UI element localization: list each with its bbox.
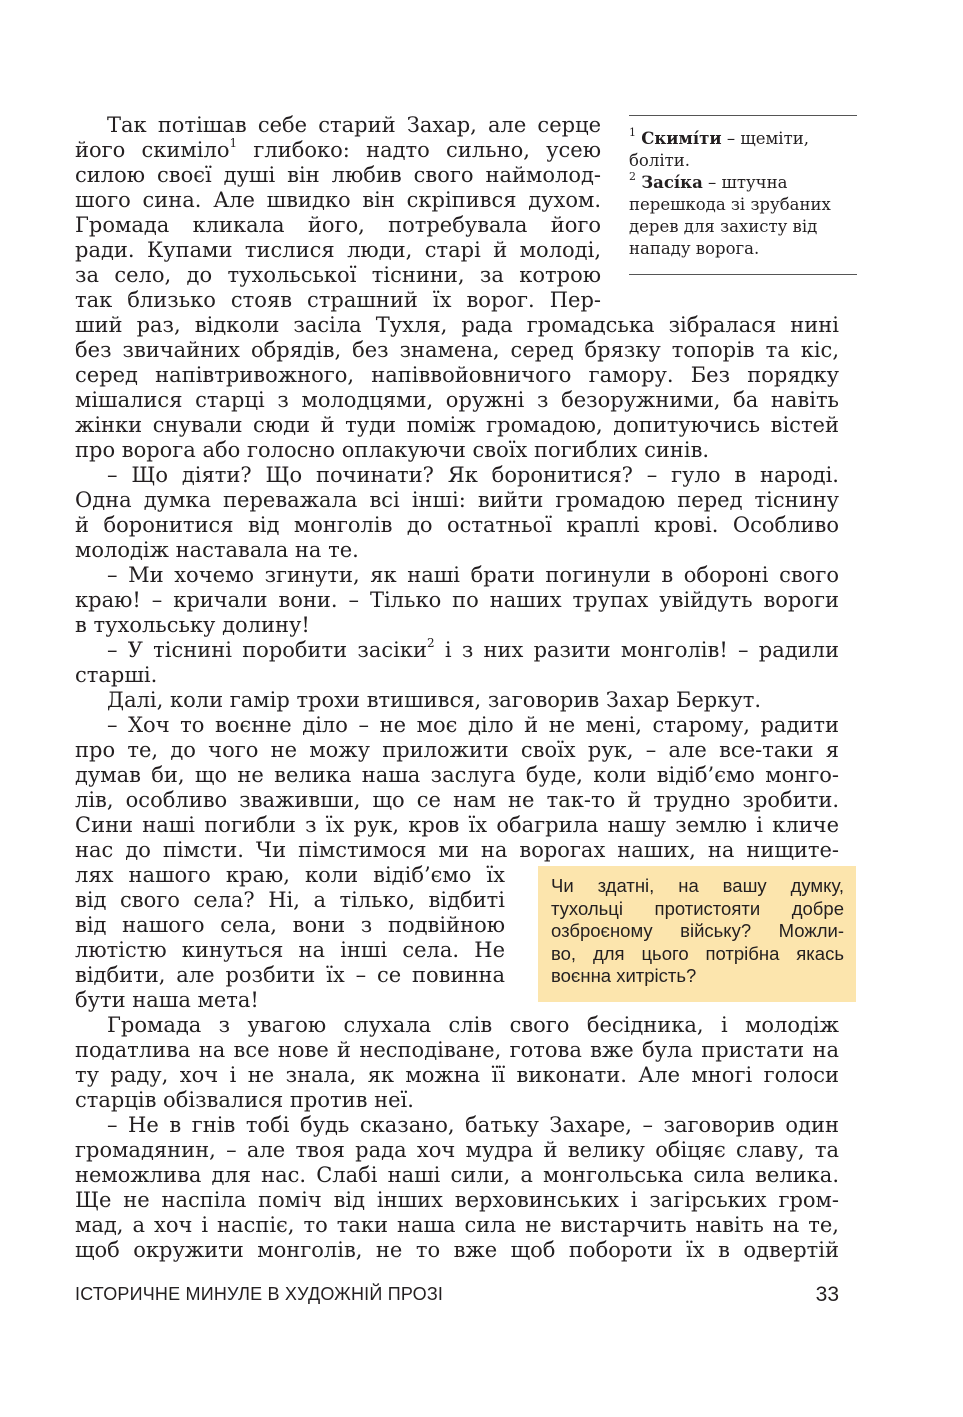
- text-line: від свого села? Ні, а тілько, відбиті: [75, 888, 505, 912]
- text-line: мад, а хоч і наспіє, то таки наша сила не вистарчить навіть на те,: [75, 1213, 839, 1237]
- text-line: в тухольську долину!: [75, 613, 310, 637]
- text-line: – Хоч то воєнне діло – не моє діло й не мені, старому, радити: [107, 713, 839, 737]
- footnote-number: 2: [629, 170, 636, 183]
- question-box: [538, 866, 856, 1002]
- question-line: воєнна хитрість?: [551, 965, 697, 986]
- text-line: лів, особливо зваживши, що се нам не так-то й трудно зробити.: [75, 788, 839, 812]
- text-line: серед напівтривожного, напіввойовничого гамору. Без порядку: [75, 363, 839, 387]
- text-line: силою своєї душі він любив свого наймолод-: [75, 163, 601, 187]
- question-line: тухольці протистояти добре: [551, 897, 844, 919]
- text-line: так близько стояв страшний їх ворог. Пер-: [75, 288, 601, 312]
- text-line: Далі, коли гамір трохи втишився, заговорив Захар Беркут.: [107, 688, 762, 712]
- text-line: Одна думка переважала всі інші: вийти громадою перед тіснину: [75, 488, 839, 512]
- question-line: во, для цього потрібна якась: [551, 942, 844, 964]
- text-line: Так потішав себе старий Захар, але серце: [107, 113, 601, 137]
- footnotes-box: [629, 115, 857, 275]
- footnote-number: 1: [629, 126, 636, 139]
- text-line: неможлива для нас. Слабі наші сили, а монгольська сила велика.: [75, 1163, 839, 1187]
- text-line: про те, до чого не можу приложити своїх рук, – але все-таки я: [75, 738, 839, 762]
- footnote-line: перешкода зі зрубаних: [629, 195, 831, 214]
- text-line: ради. Купами тислися люди, старі й молоді,: [75, 238, 601, 262]
- text-line: бути наша мета!: [75, 988, 259, 1012]
- text-line: думав би, що не велика наша заслуга буде, коли відіб’ємо монго-: [75, 763, 839, 787]
- text-line: щоб окружити монголів, не то вже щоб побороти їх в одвертій: [75, 1238, 839, 1262]
- text-line: старців обізвалися против неї.: [75, 1088, 414, 1112]
- text-line: старші.: [75, 663, 158, 687]
- footnote-1: $^1$ Скимíти – щеміти, боліти.: [629, 128, 857, 172]
- text-line: за село, до тухольської тіснини, за котрою: [75, 263, 601, 287]
- page-number: 33: [815, 1283, 839, 1306]
- footnote-line: нападу ворога.: [629, 239, 760, 258]
- text-line: без звичайних обрядів, без знамена, серед брязку топорів та кіс,: [75, 338, 839, 362]
- section-title: ІСТОРИЧНЕ МИНУЛЕ В ХУДОЖНІЙ ПРОЗІ: [75, 1284, 444, 1304]
- footnote-2: $^2$ Засíка – штучна перешкода зі зрубаних дерев для захисту від нападу ворога.: [629, 172, 857, 260]
- text-line: відбити, але розбити їх – се повинна: [75, 963, 505, 987]
- footnote-term: Засíка: [641, 173, 703, 192]
- text-line: молодіж наставала на те.: [75, 538, 359, 562]
- text-line: податлива на все нове й несподіване, готова вже була пристати на: [75, 1038, 839, 1062]
- text-line: – У тіснині поробити засіки$^2$ і з них разити монголів! – радили: [107, 636, 839, 662]
- text-line: мішалися старці з молодцями, оружні з безоружними, ба навіть: [75, 388, 839, 412]
- footnote-line: дерев для захисту від: [629, 217, 818, 236]
- text-line: ший раз, відколи засіла Тухля, рада громадська зібралася нині: [75, 313, 839, 337]
- text-line: Ще не наспіла поміч від інших верховинських і загірських гром-: [75, 1188, 839, 1212]
- text-line: – Ми хочемо згинути, як наші брати погинули в обороні свого: [107, 563, 839, 587]
- question-line: озброєному війську? Можли-: [551, 920, 844, 941]
- text-line: ту раду, хоч і не знала, як можна її виконати. Але многі голоси: [75, 1063, 839, 1087]
- text-line: – Що діяти? Що починати? Як боронитися? – гуло в народі.: [107, 463, 839, 487]
- footnote-term: Скимíти: [641, 129, 722, 148]
- text-line: від нашого села, вони з подвійною: [75, 913, 505, 937]
- text-line: про ворога або голосно оплакуючи своїх погиблих синів.: [75, 438, 710, 462]
- text-line: лютістю кинуться на інші села. Не: [75, 938, 505, 962]
- text-line: шого сина. Але швидко він скріпився духом.: [75, 188, 601, 212]
- text-line: його скиміло$^1$ глибоко: надто сильно, усею: [75, 136, 601, 162]
- text-line: Громада кликала його, потребувала його: [75, 213, 601, 237]
- question-line: Чи здатні, на вашу думку,: [551, 875, 844, 896]
- text-line: нас до пімсти. Чи пімстимося ми на ворогах наших, на нищите-: [75, 838, 839, 862]
- text-line: й боронитися від монголів до остатньої краплі крові. Особливо: [75, 513, 839, 537]
- footnote-line: боліти.: [629, 151, 690, 170]
- text-line: краю! – кричали вони. – Тілько по наших трупах увійдуть вороги: [75, 588, 839, 612]
- text-line: жінки снували сюди й туди поміж громадою, допитуючись вістей: [75, 413, 839, 437]
- text-line: лях нашого краю, коли відіб’ємо їх: [75, 863, 505, 887]
- text-line: громадянин, – але твоя рада хоч мудра й велику обіцяє славу, та: [75, 1138, 839, 1162]
- text-line: – Не в гнів тобі будь сказано, батьку Захаре, – заговорив один: [107, 1113, 839, 1137]
- text-line: Громада з увагою слухала слів свого бесідника, і молодіж: [107, 1013, 839, 1037]
- text-line: Сини наші погибли з їх рук, кров їх обагрила нашу землю і кличе: [75, 813, 839, 837]
